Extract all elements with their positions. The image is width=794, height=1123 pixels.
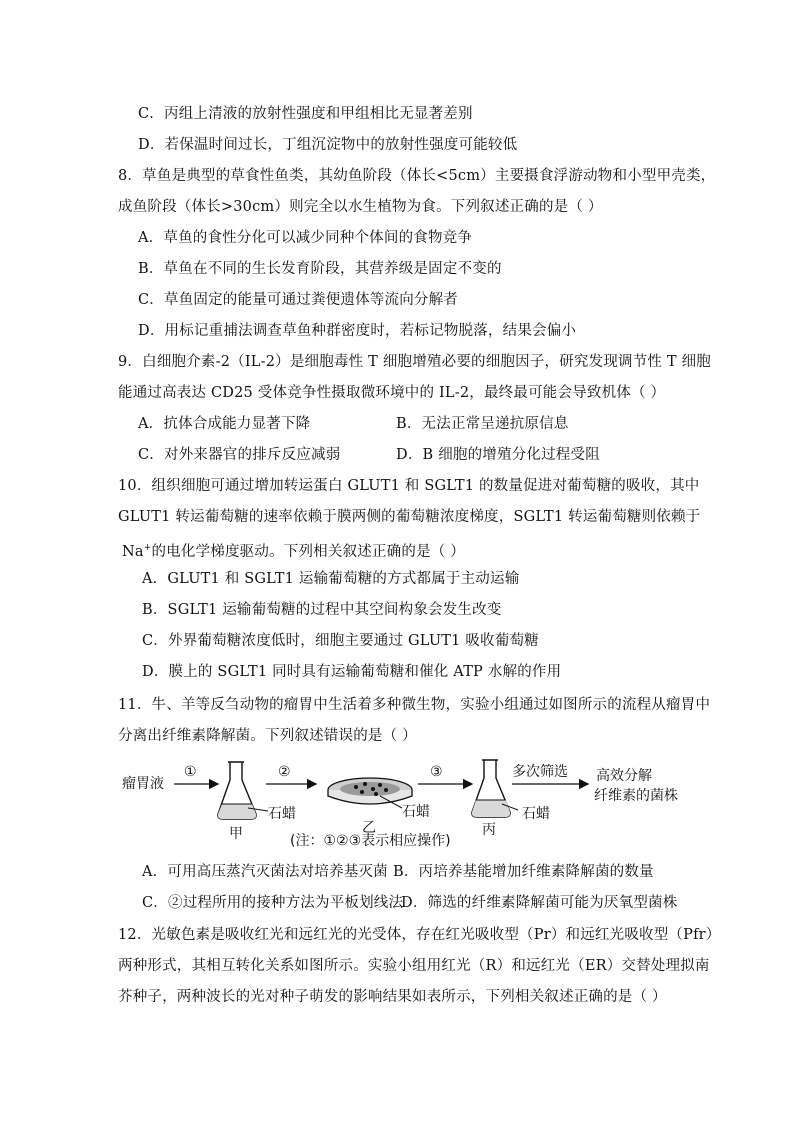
q9-option-d: D．B 细胞的增殖分化过程受阻 bbox=[396, 447, 600, 463]
q8-option-d: D．用标记重捕法调查草鱼种群密度时，若标记物脱落，结果会偏小 bbox=[138, 323, 577, 339]
q12-stem-line3: 芥种子，两种波长的光对种子萌发的影响结果如表所示，下列相关叙述正确的是（ ） bbox=[118, 989, 667, 1005]
q9-option-a: A．抗体合成能力显著下降 bbox=[138, 416, 311, 432]
step2-marker: ② bbox=[278, 764, 291, 780]
q11-option-a: A．可用高压蒸汽灭菌法对培养基灭菌 bbox=[142, 864, 388, 880]
rumen-fluid-label: 瘤胃液 bbox=[122, 776, 164, 792]
flask-a-icon bbox=[218, 762, 268, 819]
q9-option-c: C．对外来器官的排斥反应减弱 bbox=[138, 447, 341, 463]
q10-stem-line2: GLUT1 转运葡萄糖的速率依赖于膜两侧的葡萄糖浓度梯度，SGLT1 转运葡萄糖则依赖于 bbox=[118, 509, 701, 525]
q10-stem-line3-rest: 的电化学梯度驱动。下列相关叙述正确的是（ ） bbox=[151, 543, 465, 560]
q9-stem-line1: 9．白细胞介素-2（IL-2）是细胞毒性 T 细胞增殖必要的细胞因子，研究发现调节性 T 细胞 bbox=[118, 354, 712, 370]
flask-a-label: 甲 bbox=[229, 826, 243, 842]
q11-stem-line1: 11．牛、羊等反刍动物的瘤胃中生活着多种微生物，实验小组通过如图所示的流程从瘤胃中 bbox=[118, 697, 711, 713]
q9-stem-line2: 能通过高表达 CD25 受体竞争性摄取微环境中的 IL-2，最终最可能会导致机体（ ） bbox=[118, 385, 666, 401]
q12-stem-line1: 12．光敏色素是吸收红光和远红光的光受体，存在红光吸收型（Pr）和远红光吸收型（Pfr） bbox=[118, 927, 721, 943]
q7-option-c: C．丙组上清液的放射性强度和甲组相比无显著差别 bbox=[138, 106, 473, 122]
q10-stem-line1: 10．组织细胞可通过增加转运蛋白 GLUT1 和 SGLT1 的数量促进对葡萄糖的吸收，其中 bbox=[118, 478, 700, 494]
result-line2: 纤维素的菌株 bbox=[594, 788, 678, 804]
q10-option-a: A．GLUT1 和 SGLT1 运输葡萄糖的方式都属于主动运输 bbox=[142, 571, 520, 587]
q9-option-b: B．无法正常呈递抗原信息 bbox=[396, 416, 569, 432]
q11-option-c: C．②过程所用的接种方法为平板划线法 bbox=[142, 895, 404, 911]
step3-marker: ③ bbox=[430, 764, 443, 780]
q8-option-a: A．草鱼的食性分化可以减少同种个体间的食物竞争 bbox=[138, 230, 473, 246]
q11-option-b: B．丙培养基能增加纤维素降解菌的数量 bbox=[393, 864, 654, 880]
flask-c-wax-label: 石蜡 bbox=[522, 806, 550, 822]
dish-label: 乙 bbox=[362, 820, 376, 836]
q12-stem-line2: 两种形式，其相互转化关系如图所示。实验小组用红光（R）和远红光（ER）交替处理拟南 bbox=[118, 958, 710, 974]
result-line1: 高效分解 bbox=[596, 768, 652, 784]
q10-option-d: D．膜上的 SGLT1 同时具有运输葡萄糖和催化 ATP 水解的作用 bbox=[142, 664, 562, 680]
petri-dish-icon bbox=[328, 778, 412, 808]
sodium-symbol: Na bbox=[122, 543, 144, 560]
repeat-screening-label: 多次筛选 bbox=[512, 764, 568, 780]
q11-stem-line2: 分离出纤维素降解菌。下列叙述错误的是（ ） bbox=[118, 728, 417, 744]
flask-c-label: 丙 bbox=[482, 822, 496, 838]
q10-stem-line3 bbox=[122, 538, 465, 562]
q7-option-d: D．若保温时间过长，丁组沉淀物中的放射性强度可能较低 bbox=[138, 137, 518, 153]
step1-marker: ① bbox=[184, 764, 197, 780]
q10-option-c: C．外界葡萄糖浓度低时，细胞主要通过 GLUT1 吸收葡萄糖 bbox=[142, 633, 539, 649]
q8-stem-line1: 8．草鱼是典型的草食性鱼类，其幼鱼阶段（体长<5cm）主要摄食浮游动物和小型甲壳类， bbox=[118, 168, 716, 184]
flask-a-wax-label: 石蜡 bbox=[268, 806, 296, 822]
figure-note: (注：①②③表示相应操作) bbox=[290, 833, 451, 849]
dish-wax-label: 石蜡 bbox=[402, 804, 430, 820]
q8-stem-line2: 成鱼阶段（体长>30cm）则完全以水生植物为食。下列叙述正确的是（ ） bbox=[118, 199, 603, 215]
q8-option-c: C．草鱼固定的能量可通过粪便遗体等流向分解者 bbox=[138, 292, 458, 308]
q8-option-b: B．草鱼在不同的生长发育阶段，其营养级是固定不变的 bbox=[138, 261, 502, 277]
sodium-charge: + bbox=[143, 543, 152, 553]
q10-option-b: B．SGLT1 运输葡萄糖的过程中其空间构象会发生改变 bbox=[142, 602, 502, 618]
q11-option-d: D．筛选的纤维素降解菌可能为厌氧型菌株 bbox=[401, 895, 678, 911]
